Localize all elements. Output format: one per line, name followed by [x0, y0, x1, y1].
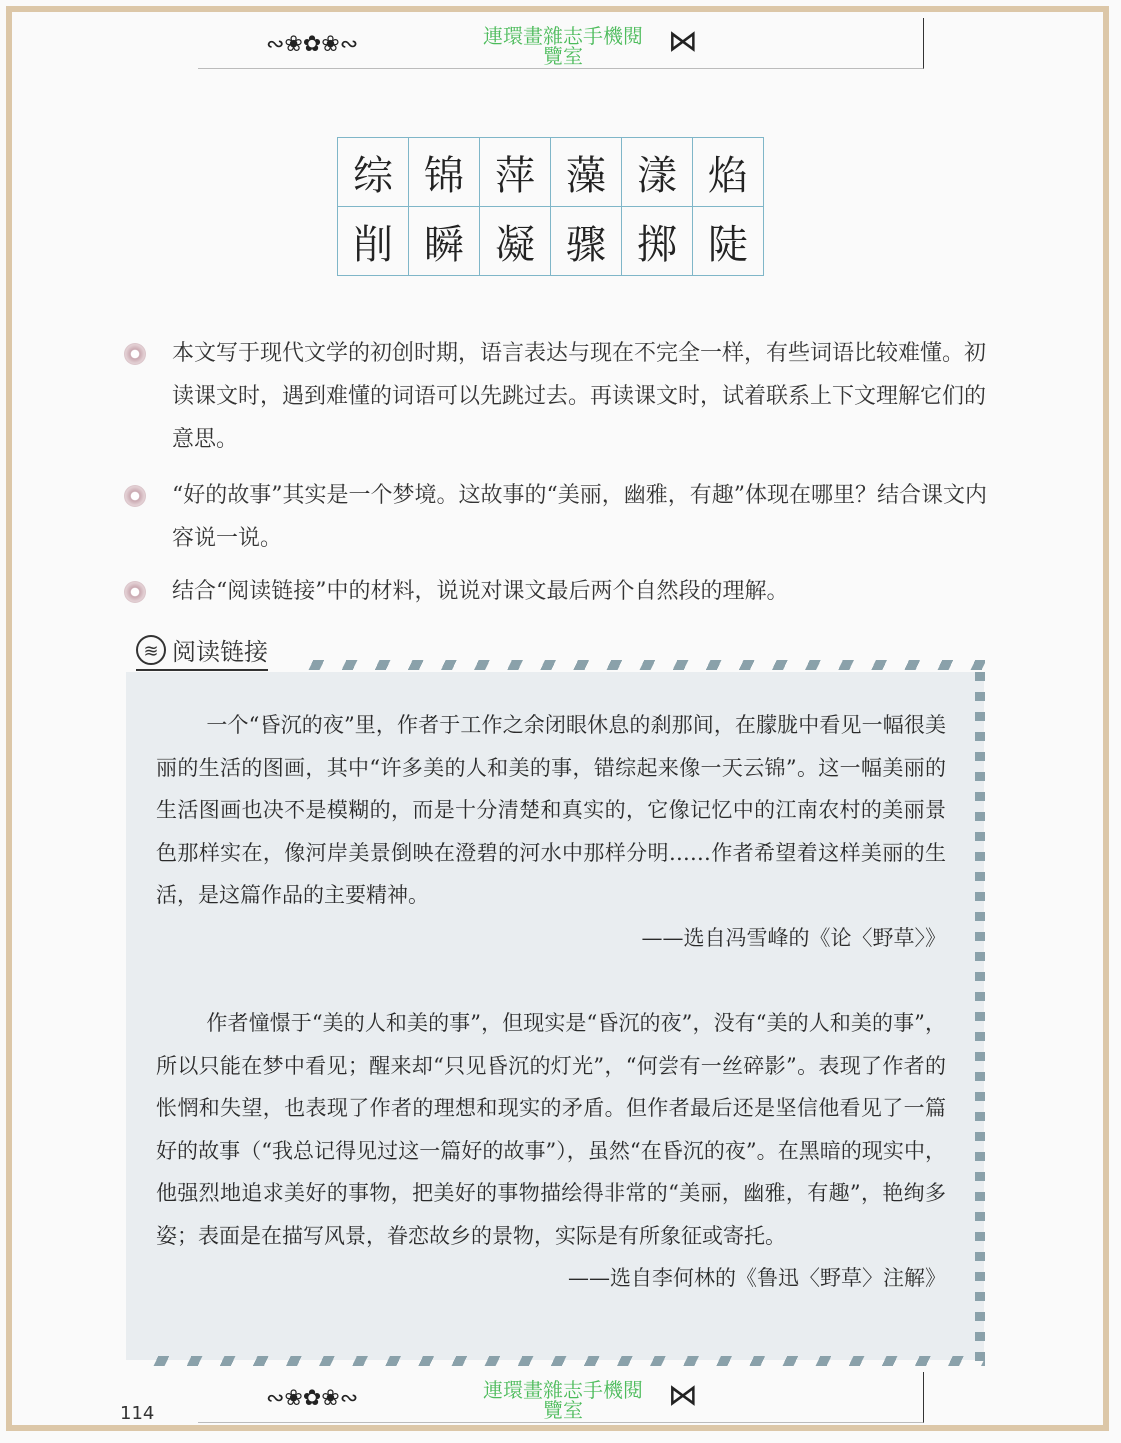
dashed-border	[145, 1356, 985, 1366]
watermark-line1: 連環畫雜志手機閱	[483, 1378, 643, 1402]
bow-decoration-icon: ⋈	[668, 24, 698, 59]
character: 藻	[551, 138, 622, 207]
character: 萍	[480, 138, 551, 207]
watermark-line1: 連環畫雜志手機閱	[483, 24, 643, 48]
paragraph-source: ——选自冯雪峰的《论〈野草〉》	[641, 925, 946, 950]
character: 凝	[480, 207, 551, 276]
question-item	[120, 570, 1000, 613]
character: 漾	[622, 138, 693, 207]
paragraph-text: 一个“昏沉的夜”里，作者于工作之余闭眼休息的刹那间，在朦胧中看见一幅很美丽的生活的图画，其中“许多美的人和美的事，错综起来像一天云锦”。这一幅美丽的生活图画也决不是模糊的，而是十分清楚和真实的，它像记忆中的江南农村的美丽景色那样实在，像河岸美景倒映在澄碧的河水中那样分明……作者希望着这样美丽的生活，是这篇作品的主要精神。	[156, 713, 946, 907]
reading-paragraph	[156, 704, 946, 959]
bullet-icon	[124, 343, 146, 365]
bow-decoration-icon: ⋈	[668, 1378, 698, 1413]
reading-link-heading	[136, 632, 268, 671]
bullet-icon	[124, 485, 146, 507]
character: 削	[338, 207, 409, 276]
flower-decoration-icon: ∾❀✿❀∾	[266, 32, 359, 57]
reading-link-title: 阅读链接	[172, 638, 268, 666]
character: 综	[338, 138, 409, 207]
character: 陡	[693, 207, 764, 276]
question-text: “好的故事”其实是一个梦境。这故事的“美丽，幽雅，有趣”体现在哪里？结合课文内容说一说。	[172, 483, 987, 551]
character: 骤	[551, 207, 622, 276]
reading-paragraph	[156, 1002, 946, 1300]
page-number: 114	[120, 1403, 155, 1424]
question-text: 结合“阅读链接”中的材料，说说对课文最后两个自然段的理解。	[172, 579, 789, 604]
bullet-icon	[124, 581, 146, 603]
character-row	[338, 207, 764, 276]
question-item	[120, 474, 1000, 560]
character: 锦	[409, 138, 480, 207]
paragraph-source: ——选自李何林的《鲁迅〈野草〉注解》	[568, 1266, 946, 1290]
question-item	[120, 332, 1000, 461]
character: 焰	[693, 138, 764, 207]
watermark-banner-top	[198, 18, 924, 69]
character: 瞬	[409, 207, 480, 276]
watermark-banner-bottom	[198, 1372, 924, 1423]
watermark-line2: 覽室	[543, 44, 583, 68]
flower-decoration-icon: ∾❀✿❀∾	[266, 1386, 359, 1411]
character-grid	[337, 137, 764, 276]
paragraph-text: 作者憧憬于“美的人和美的事”，但现实是“昏沉的夜”，没有“美的人和美的事”，所以只能在梦中看见；醒来却“只见昏沉的灯光”，“何尝有一丝碎影”。表现了作者的怅惘和失望，也表现了作者的理想和现实的矛盾。但作者最后还是坚信他看见了一篇好的故事（“我总记得见过这一篇好的故事”），虽然“在昏沉的夜”。在黑暗的现实中，他强烈地追求美好的事物，把美好的事物描绘得非常的“美丽，幽雅，有趣”，艳绚多姿；表面是在描写风景，眷恋故乡的景物，实际是有所象征或寄托。	[156, 1011, 946, 1248]
question-text: 本文写于现代文学的初创时期，语言表达与现在不完全一样，有些词语比较难懂。初读课文时，遇到难懂的词语可以先跳过去。再读课文时，试着联系上下文理解它们的意思。	[172, 341, 987, 452]
dashed-border	[300, 660, 985, 670]
character-row	[338, 138, 764, 207]
reading-link-icon: ≋	[136, 635, 166, 665]
dashed-border	[975, 672, 985, 1362]
character: 掷	[622, 207, 693, 276]
watermark-line2: 覽室	[543, 1398, 583, 1422]
